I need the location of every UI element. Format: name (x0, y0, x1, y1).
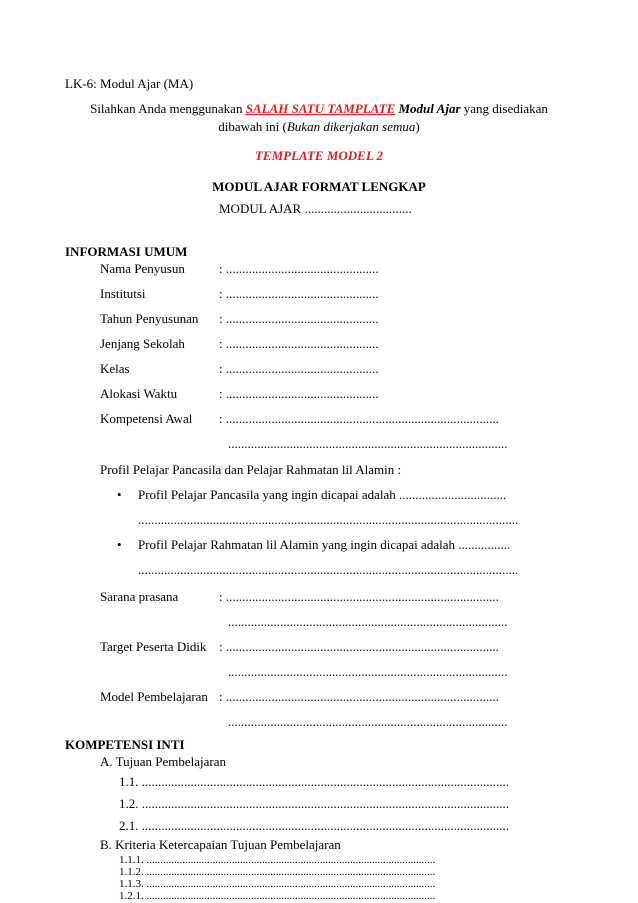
bullet-icon: • (117, 537, 122, 552)
kompetensi-inti-heading: KOMPETENSI INTI (65, 737, 185, 752)
field-value[interactable]: : ............................................... (219, 361, 379, 376)
list-item[interactable]: 2.1. ................................................................................................................. (119, 818, 509, 833)
instruction-line2-b: ) (415, 119, 420, 134)
field-value[interactable]: : ............................................... (219, 336, 379, 351)
instruction-modul: Modul Ajar (398, 101, 461, 116)
field-value[interactable]: : ............................................... (219, 311, 379, 326)
field-label: Tahun Penyusunan (100, 311, 199, 326)
field-label: Model Pembelajaran (100, 689, 208, 704)
profil-heading: Profil Pelajar Pancasila dan Pelajar Rahmatan lil Alamin : (100, 462, 402, 477)
field-value[interactable]: : ............................................... (219, 261, 379, 276)
field-value[interactable]: : .................................................................................... (219, 639, 499, 654)
lk-title: LK-6: Modul Ajar (MA) (65, 76, 194, 91)
profil-item: Profil Pelajar Rahmatan lil Alamin yang ingin dicapai adalah ................ (138, 537, 511, 552)
modul-ajar-line: MODUL AJAR ................................. (219, 201, 412, 216)
instruction-line2-italic: Bukan dikerjakan semua (286, 119, 416, 134)
section-label-a: A. Tujuan Pembelajaran (100, 754, 227, 769)
field-label: Sarana prasana (100, 589, 179, 604)
profil-item-continuation[interactable]: ..................................................................................................................... (138, 562, 519, 577)
informasi-umum-heading: INFORMASI UMUM (65, 244, 188, 259)
field-label: Kompetensi Awal (100, 411, 193, 426)
field-value-continuation[interactable]: ...................................................................................... (228, 714, 508, 729)
field-label: Nama Penyusun (100, 261, 185, 276)
instruction-line-2 (0, 120, 638, 133)
field-value-continuation[interactable]: ...................................................................................... (228, 664, 508, 679)
field-label: Target Peserta Didik (100, 639, 207, 654)
field-value[interactable]: : ............................................... (219, 286, 379, 301)
field-value[interactable]: : .................................................................................... (219, 689, 499, 704)
field-value-continuation[interactable]: ...................................................................................... (228, 614, 508, 629)
field-value[interactable]: : .................................................................................... (219, 411, 499, 426)
list-item[interactable]: 1.1.1. ......................................................................................................... (119, 854, 436, 866)
list-item[interactable]: 1.2. ................................................................................................................. (119, 796, 509, 811)
instruction-text-end: yang disediakan (460, 101, 548, 116)
list-item[interactable]: 1.1.2. ......................................................................................................... (119, 866, 436, 878)
field-label: Kelas (100, 361, 130, 376)
field-value-continuation[interactable]: ...................................................................................... (228, 436, 508, 451)
bullet-icon: • (117, 487, 122, 502)
field-label: Jenjang Sekolah (100, 336, 185, 351)
profil-item: Profil Pelajar Pancasila yang ingin dicapai adalah ................................. (138, 487, 507, 502)
field-value[interactable]: : .................................................................................... (219, 589, 499, 604)
list-item[interactable]: 1.2.1. ......................................................................................................... (119, 890, 436, 902)
list-item[interactable]: 1.1. ................................................................................................................. (119, 774, 509, 789)
field-value[interactable]: : ............................................... (219, 386, 379, 401)
field-label: Alokasi Waktu (100, 386, 178, 401)
template-model-title: TEMPLATE MODEL 2 (254, 148, 384, 163)
instruction-highlight: SALAH SATU TAMPLATE (245, 101, 396, 116)
field-label: Institutsi (100, 286, 146, 301)
instruction-line2-a: dibawah ini ( (218, 119, 287, 134)
format-title: MODUL AJAR FORMAT LENGKAP (212, 179, 426, 194)
instruction-line-1 (0, 102, 638, 115)
list-item[interactable]: 1.1.3. ......................................................................................................... (119, 878, 436, 890)
section-label-b: B. Kriteria Ketercapaian Tujuan Pembelajaran (100, 837, 341, 852)
profil-item-continuation[interactable]: ..................................................................................................................... (138, 512, 519, 527)
instruction-text: Silahkan Anda menggunakan (90, 101, 246, 116)
